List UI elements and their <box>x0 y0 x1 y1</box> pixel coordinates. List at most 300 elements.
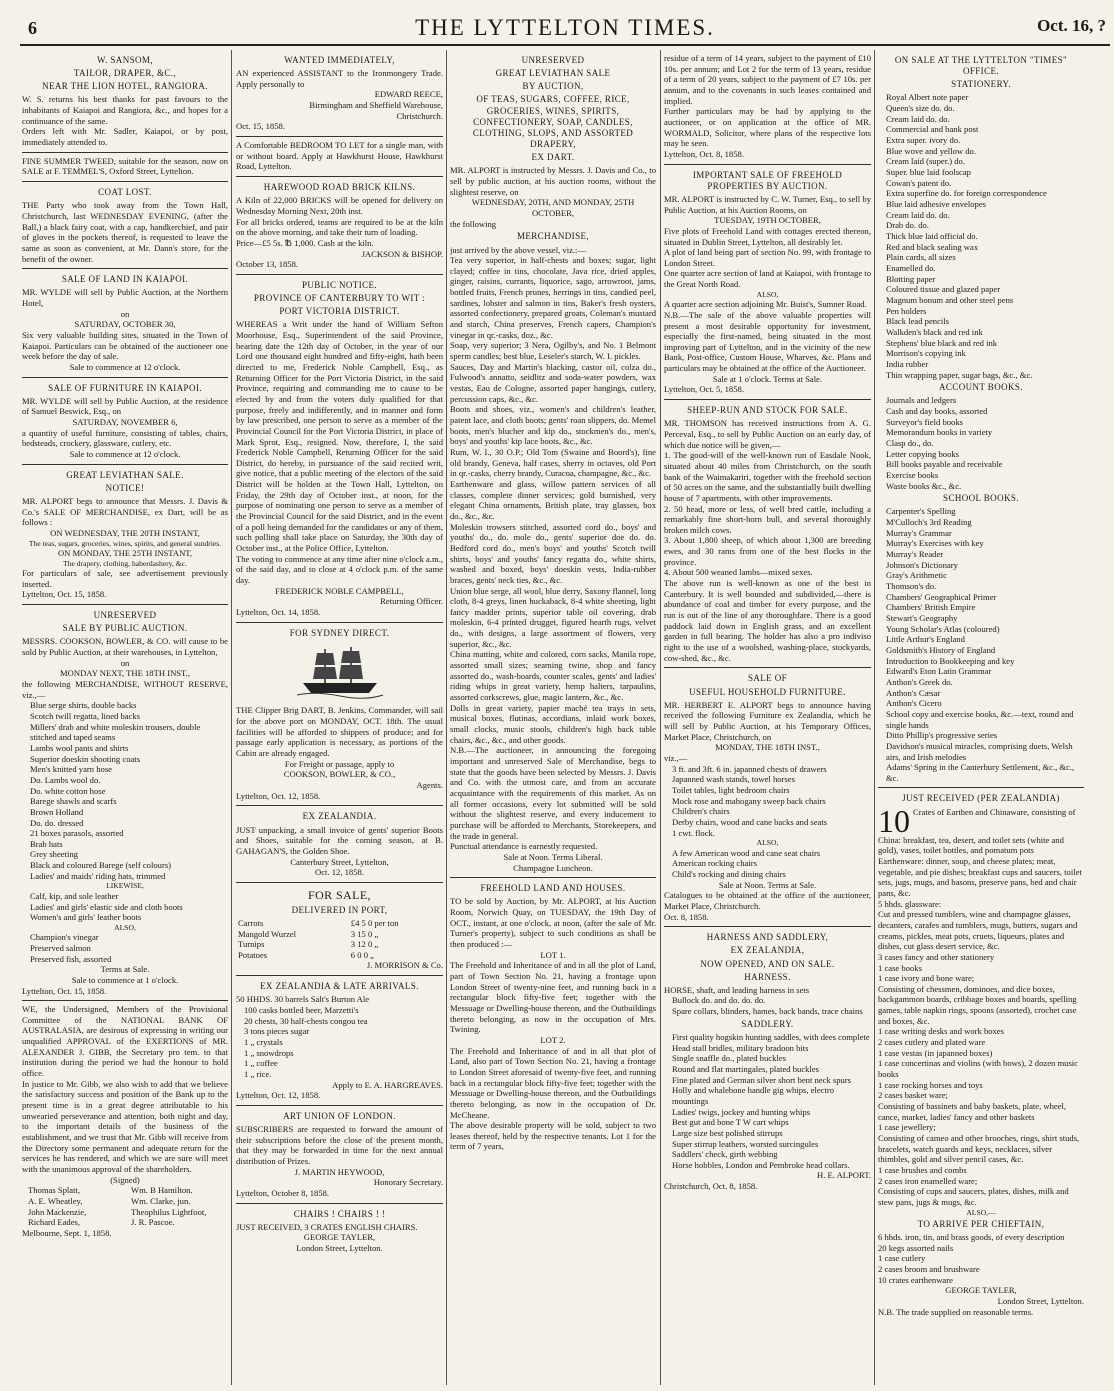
list-item: Goldsmith's History of England <box>886 644 996 655</box>
ad-sansom <box>22 50 228 153</box>
ad-heading: COAT LOST. <box>98 187 152 198</box>
list-item: Davidson's musical miracles, comprising duets, Welsh airs, and Irish melodies <box>886 740 1073 762</box>
ad-also: ALSO, <box>756 838 779 848</box>
list-item: Adams' Spring in the Canterbury Settlement, &c., &c., &c. <box>886 762 1075 783</box>
ad-name: JACKSON & BISHOP. <box>361 248 443 259</box>
list-item: Millers' drab and white moleskin trousers, double stitched and taped seams <box>30 721 201 743</box>
list-item: 5 hhds. glassware: <box>878 898 942 909</box>
ad-art-union <box>236 1106 443 1204</box>
ad-heading: SALE OF LAND IN KAIAPOI. <box>61 274 189 285</box>
ad-subheading: EX ZEALANDIA, <box>730 945 805 956</box>
list-item: 2. 50 head, more or less, of well bred cattle, including a remarkably fine short-horn bull, and several thoroughly broken milch cows. <box>664 503 871 535</box>
ad-body: THE Party who took away from the Town Hall, Christchurch, last WEDNESDAY EVENING, (after the Ball,) a black fairy coat, with a cap, handkerchief, and pair of gloves in the pockets thereof, is requested to leave the same as soon as convenient, at Mr. Dann's store, for the benefit of the owner. <box>22 200 228 264</box>
ad-heading: FOR SYDNEY DIRECT. <box>289 627 390 638</box>
ad-dateline: Oct. 15, 1858. <box>236 121 285 132</box>
list-item: 20 chests, 30 half-chests congou tea <box>244 1015 368 1026</box>
ad-on: on <box>120 308 130 319</box>
ad-body: residue of a term of 14 years, subject to the payment of £10 10s. per annum; and Lot 2 for the term of 13 years, residue of a term of 20 years, subject to the payment of £7 10s. per annum, and to the covenants in such leases contained and implied. <box>664 53 871 106</box>
ad-body: WHEREAS a Writ under the hand of William Sefton Moorhouse, Esq., Superintendent of the said Province, bearing date the 12th day of October, in the year of our Lord one thousand eight hundred and fifty-eight, hath been directed to me, Frederick Noble Campbell, Esq., as Returning Officer for the Port Victoria District, in the said Province, requiring and commanding me to cause to be elected by and from the voters duly qualified for that purpose, freely and indifferently, and in manner and form by law prescribed, one person to serve as a member of the Provincial Council for the Port Victoria District, in place of Mark Sprot, Esq., resigned. Now, therefore, I, the said Frederick Noble Campbell, Returning Officer for the said District, do hereby, in pursuance of the said recited writ, give notice, that a public meeting of the electors of the said District will be holden at the Town Hall, Lyttelton, on Friday, the 29th day of October inst., at noon, for the purpose of nominating one person to serve as a member of the Provincial Council for the said District, and in the event of a poll being demanded for the candidates or any of them, such polling shall take place on Saturday, the 30th day of October inst., at the Police Office, Lyttelton. <box>236 319 443 554</box>
list-item: Murray's Grammar <box>886 527 952 538</box>
list-item: Thin wrapping paper, sugar bags, &c., &c. <box>886 369 1033 380</box>
ad-body: Further particulars may be had by applying to the auctioneer, or on application at the office of MR. WORMALD, Solicitor, where plans of the respective lots may be seen. <box>664 106 871 149</box>
ad-date: SATURDAY, OCTOBER 30, <box>74 319 176 330</box>
list-item: Walkden's black and red ink <box>886 326 983 337</box>
list-item: Super. blue laid foolscap <box>886 167 971 178</box>
table-cell: Turnips <box>238 939 265 950</box>
list-item: 1 case cutlery <box>878 1253 926 1264</box>
ad-body: Six very valuable building sites, situated in the Town of Kaiapoi. Particulars can be obtained of the auctioneer one week before the day of sale. <box>22 329 228 362</box>
ad-name: J. MARTIN HEYWOOD, <box>294 1166 385 1177</box>
list-item: Consisting of bassinets and baby baskets, plate, wheel, cance, market, ladies' fancy and other baskets <box>878 1101 1067 1122</box>
list-item: Child's rocking and dining chairs <box>672 868 786 879</box>
list-item: Cream laid do. do. <box>886 209 950 220</box>
list-item: Calf, kip, and sole leather <box>30 890 119 901</box>
list-item: Scotch twill regatta, lined backs <box>30 710 141 721</box>
list-item: 10 crates earthenware <box>878 1274 953 1285</box>
ad-body: MR. ALPORT is instructed by C. W. Turner, Esq., to sell by Public Auction, at his Auction Rooms, on <box>664 193 871 215</box>
ad-paragraph: Sauces, Day and Martin's blacking, castor oil, colza do., Fulwood's annatto, seidlitz and soda-water powders, wax vestas, Eau de Cologne, assorted paper hangings, cutlery, percussion caps, &c., &c. <box>450 361 656 404</box>
ad-subheading: USEFUL HOUSEHOLD FURNITURE. <box>689 686 846 697</box>
column-5 <box>878 50 1084 1385</box>
ad-subheading: OF TEAS, SUGARS, COFFEE, RICE, GROCERIES, WINES, SPIRITS, CONFECTIONERY, SOAP, CANDLES, CLOTHING, SLOPS, AND ASSORTED DRAPERY, <box>472 94 634 150</box>
ad-paragraph: Soap, very superior; 3 Nera, Ogilby's, and No. 1 Belmont sperm candles; best blue, Leseler's starch, W. I. pickles. <box>450 340 656 362</box>
item-list <box>22 891 228 923</box>
item-list <box>664 995 871 1016</box>
ad-stationery <box>878 50 1084 788</box>
ad-heading: FREEHOLD LAND AND HOUSES. <box>480 883 626 894</box>
masthead <box>20 10 1110 46</box>
column-rule <box>446 50 447 1385</box>
ad-subheading: GREAT LEVIATHAN SALE <box>495 68 611 79</box>
list-item: Japanned wash stands, towel horses <box>672 774 795 785</box>
ad-body: Catalogues to be obtained at the office of the auctioneer, Market Place, Christchurch. <box>664 890 871 911</box>
ad-public-notice <box>236 275 443 623</box>
ad-name: H. E. ALPORT. <box>817 1170 871 1181</box>
ad-body: TO be sold by Auction, by Mr. ALPORT, at his Auction Room, Norwich Quay, on TUESDAY, the 19th Day of OCT., instant, at one o'clock, at noon, (after the sale of Mr. Turner's property), subject to such conditions as shall be then produced :— <box>450 896 656 949</box>
list-item: Saddlers' check, girth webbing <box>672 1149 778 1160</box>
ad-address: London Street, Lyttelton. <box>997 1296 1084 1307</box>
ad-dateline: Melbourne, Sept. 1, 1858. <box>22 1227 112 1238</box>
list-item: Cut and pressed tumblers, wine and champagne glasses, decanters, carafes and tumblers, mugs, butters, sugars and creams, pickles, meat pots, cruets, liqueurs, plates and dishes, cut glass desert service, &c. <box>878 909 1078 952</box>
list-item: 20 kegs assorted nails <box>878 1242 954 1253</box>
ad-heading: JUST RECEIVED (PER ZEALANDIA) <box>902 793 1060 804</box>
ad-heading: ON SALE AT THE LYTTELTON "TIMES" OFFICE. <box>894 55 1068 77</box>
ad-dateline: October 13, 1858. <box>236 259 299 270</box>
ad-subheading: MERCHANDISE, <box>516 231 590 242</box>
signer: Richard Eades, <box>28 1217 81 1228</box>
ad-address: Birmingham and Sheffield Warehouse, <box>309 100 443 111</box>
ad-sale: Sale at Noon. Terms Liberal. <box>503 851 603 862</box>
list-item: 1 case brushes and combs <box>878 1164 967 1175</box>
list-item: Cowan's patent do. <box>886 177 952 188</box>
ad-freehold-houses <box>450 878 656 1156</box>
ad-body: For particulars of sale, see advertisement previously inserted. <box>22 568 228 589</box>
ad-address: London Street, Lyttelton. <box>296 1243 383 1254</box>
list-item: 1 case writing desks and work boxes <box>878 1026 1005 1037</box>
ad-body: A quarter acre section adjoining Mr. Buist's, Sumner Road. <box>664 299 867 310</box>
list-item: Johnson's Dictionary <box>886 559 958 570</box>
ad-furniture-sale <box>22 378 228 465</box>
list-item: Barege shawls and scarfs <box>30 796 117 807</box>
ad-body: MR. ALPORT is instructed by Messrs. J. Davis and Co., to sell by public auction, at his auction rooms, without the slightest reserve, on <box>450 165 656 197</box>
list-item: 1 case ivory and bone ware; <box>878 973 975 984</box>
column-2 <box>236 50 443 1385</box>
ad-subheading: BY AUCTION, <box>522 81 584 92</box>
list-item: Royal Albert note paper <box>886 92 969 103</box>
list-item: First quality hogskin hunting saddles, with dees complete <box>672 1031 870 1042</box>
list-item: Murray's Reader <box>886 549 944 560</box>
ad-paragraph: Punctual attendance is earnestly requested. <box>450 841 598 852</box>
ad-body: A plot of land being part of section No. 99, with frontage to London Street. <box>664 247 871 268</box>
list-item: Anthon's Cæsar <box>886 687 941 698</box>
item-list <box>878 395 1084 491</box>
list-item: 1 „ rice. <box>244 1068 272 1079</box>
ad-unreserved-leviathan <box>450 50 656 878</box>
table-cell: Carrots <box>238 917 264 928</box>
ad-also: ALSO, <box>756 289 779 299</box>
ad-paragraph: N.B.—The auctioneer, in announcing the foregoing important and unreserved Sale of Merchandise, begs to state that the goods have been selected by Messrs. J. Davis and Co. with the utmost care, and from an accurate acquaintance with the requirements of this market. As on all former occasions, every lot submitted will be sold without the slightest reserve, and every inducement to purchase will be afforded to Merchants, Storekeepers, and the trade in general. <box>450 745 656 841</box>
list-item: Ladies' and girls' elastic side and cloth boots <box>30 901 183 912</box>
list-item: Extra superfine do. for foreign correspondence <box>886 188 1047 199</box>
list-item: Fine plated and German silver short bent neck spurs <box>672 1074 851 1085</box>
ad-body: MR. ALPORT begs to announce that Messrs. J. Davis & Co.'s SALE OF MERCHANDISE, ex Dart, will be as follows : <box>22 495 228 528</box>
list-item: Holly and whalebone handle gig whips, electro mountings <box>672 1085 835 1106</box>
list-item: A few American wood and cane seat chairs <box>672 847 821 858</box>
table-row <box>236 939 443 950</box>
list-item: Consisting of cups and saucers, plates, dishes, milk and stew pans, jugs & mugs, &c. <box>878 1186 1069 1207</box>
list-item: Brab hats <box>30 838 63 849</box>
list-item: 2 cases iron enamelled ware; <box>878 1175 978 1186</box>
ad-name: GEORGE TAYLER, <box>303 1232 376 1243</box>
list-item: Women's and girls' leather boots <box>30 912 142 923</box>
ad-sale: Sale at 1 o'clock. Terms at Sale. <box>712 373 823 384</box>
ad-dateline: Lyttelton, Oct. 12, 1858. <box>236 790 321 801</box>
item-list <box>878 835 1084 1208</box>
ad-town: Christchurch. <box>396 110 443 121</box>
ad-also: ALSO,— <box>966 1207 996 1217</box>
ad-subheading: SCHOOL BOOKS. <box>943 493 1019 504</box>
ad-date: TUESDAY, 19TH OCTOBER, <box>714 215 821 226</box>
ad-dateline: Christchurch, Oct. 8, 1858. <box>664 1181 758 1192</box>
ad-body: The Freehold and Inheritance of and in all that plot of Land, also part of Town Section No. 21, having a frontage to London Street aforesaid of twenty-five feet, and running back in a rectangular block fifty-five feet; together with the Messuage or Dwelling-house thereon, and the Outbuildings thereto belonging, as now in the occupation of Dr. McCheane. <box>450 1045 656 1120</box>
ad-harness-saddlery <box>664 927 871 1196</box>
ship-icon <box>236 643 443 702</box>
ad-sydney-ship <box>236 623 443 807</box>
signer-list <box>22 1185 228 1228</box>
list-item: Magnum bonum and other steel pens <box>886 294 1014 305</box>
ad-subheading: PROVINCE OF CANTERBURY TO WIT : <box>253 292 426 303</box>
ad-detail: The teas, sugars, groceries, wines, spirits, and general sundries. <box>28 538 222 548</box>
page-number: 6 <box>28 18 37 38</box>
list-item: 1 „ coffee <box>244 1058 278 1069</box>
newspaper-title: THE LYTTELTON TIMES. <box>415 15 715 40</box>
list-item: 1. The good-will of the well-known run of Easdale Nook, situated about 40 miles from Christchurch, on the south bank of the Waimakariri, together with the freehold section of 50 acres on the same, and the substantially built dwelling house of 7 apartments, with other improvements. <box>664 450 871 503</box>
ad-leviathan-notice <box>22 465 228 605</box>
ad-body: AN experienced ASSISTANT to the Ironmongery Trade. Apply personally to <box>236 68 443 89</box>
ad-body: The above desirable property will be sold, subject to two leases thereof, held by the respective tenants. Lot 1 for the term of 7 years, <box>450 1120 656 1152</box>
ad-apply: Apply to E. A. HARGREAVES. <box>332 1079 443 1090</box>
list-item: Exercise books <box>886 469 939 480</box>
list-item: Blue wove and yellow do. <box>886 145 976 156</box>
ad-heading: EX ZEALANDIA & LATE ARRIVALS. <box>260 981 419 992</box>
list-item: Waste books &c., &c. <box>886 480 962 491</box>
ad-title: Returning Officer. <box>380 596 443 607</box>
ad-dateline: Lyttelton, October 8, 1858. <box>236 1187 330 1198</box>
list-item: Chambers' British Empire <box>886 602 976 613</box>
list-item: Blue laid adhesive envelopes <box>886 199 986 210</box>
item-list <box>22 932 228 964</box>
ad-dateline: Oct. 12, 1858. <box>315 867 364 878</box>
ad-body: MR. HERBERT E. ALPORT begs to announce having received the following Furniture ex Zealandia, which he will sell by Public Auction, at his Temporary Offices, Market Place, Christchurch, on <box>664 699 871 742</box>
ad-heading: SALE OF <box>747 673 788 684</box>
list-item: 1 „ snowdrops <box>244 1047 294 1058</box>
list-item: 6 hhds. iron, tin, and brass goods, of every description <box>878 1232 1065 1243</box>
list-item: Preserved fish, assorted <box>30 953 112 964</box>
list-item: Clasp do., do. <box>886 437 934 448</box>
item-list <box>878 92 1084 380</box>
list-item: Men's knitted yarn hose <box>30 764 112 775</box>
list-item: Do. do. dressed <box>30 817 84 828</box>
list-item: Young Scholar's Atlas (coloured) <box>886 623 1000 634</box>
ad-for-sale-produce <box>236 883 443 976</box>
list-item: Coloured tissue and glazed paper <box>886 284 1001 295</box>
signer: Wm. Clarke, jun. <box>131 1195 191 1206</box>
signer: Wm. B Hamilton. <box>131 1185 193 1196</box>
ad-land-sale <box>22 269 228 377</box>
column-4 <box>664 50 871 1385</box>
list-item: 2 cases basket ware; <box>878 1090 948 1101</box>
ad-name: COOKSON, BOWLER, & CO., <box>283 769 396 780</box>
table-cell: Potatoes <box>238 949 268 960</box>
ad-sheep-run <box>664 400 871 668</box>
ad-lot: LOT 2. <box>540 1034 566 1045</box>
ad-body: HORSE, shaft, and leading harness in sets <box>664 984 810 995</box>
ad-date: MONDAY NEXT, THE 18TH INST., <box>60 668 190 679</box>
list-item: Round and flat martingales, plated buckles <box>672 1063 820 1074</box>
ad-lot: LOT 1. <box>540 949 566 960</box>
list-item: Morrison's copying ink <box>886 348 966 359</box>
list-item: Anthon's Cicero <box>886 698 942 709</box>
ad-body: For all bricks ordered, teams are required to be at the kiln on the above morning, and take their turn of loading. <box>236 216 443 238</box>
ad-heading: UNRESERVED <box>93 610 157 621</box>
list-item: 100 casks bottled beer, Marzetti's <box>244 1004 359 1015</box>
ad-date: WEDNESDAY, 20TH, AND MONDAY, 25TH OCTOBER, <box>471 197 635 219</box>
ad-household-furniture <box>664 668 871 927</box>
ad-body: The above run is well-known as one of the best in Canterbury. It is well bounded and subdivided,—there is abundance of coal and timber for every purpose, and the run is out of the line of any thoroughfare. There is a good paddock laid down in English grass, and an excellent garden in full bearing. The holder has also a pro indiviso right to the use of a woolshed, washing-place, stockyards, cow-shed, &c., &c. <box>664 578 871 663</box>
ad-heading: EX ZEALANDIA. <box>302 811 377 822</box>
table-row <box>236 929 443 940</box>
table-row <box>236 950 443 961</box>
list-item: 3 tons pieces sugar <box>244 1026 310 1037</box>
list-item: Red and black sealing wax <box>886 241 979 252</box>
ad-arrived: just arrived by the above vessel, viz.:— <box>450 244 587 255</box>
item-list <box>664 848 871 880</box>
ad-paragraph: Rum, W. I., 30 O.P.; Old Tom (Swaine and Boord's), fine old brandy, Geneva, half cases, sherry in octaves, old Port in qr.-casks, cherry brandy, Curacoa, champagne, &c., &c. <box>450 446 656 479</box>
ad-body: Orders left with Mr. Sadler, Kaiapoi, or by post, immediately attended to. <box>22 126 228 148</box>
ad-name: EDWARD REECE, <box>374 89 443 100</box>
list-item: Super stirrup leathers, worsted surcingules <box>672 1138 819 1149</box>
list-item: 1 case books <box>878 962 922 973</box>
column-rule <box>874 50 875 1385</box>
ad-date: MONDAY, THE 18TH INST., <box>715 742 820 753</box>
ad-heading: WANTED IMMEDIATELY, <box>284 55 395 65</box>
ad-body: One quarter acre section of land at Kaiapoi, with frontage to the Great North Road. <box>664 268 871 290</box>
list-item: Children's chairs <box>672 806 730 817</box>
ad-body: THE Clipper Brig DART, B. Jenkins, Commander, will sail for the above port on MONDAY, OCT. 18th. The usual facilities will be afforded to shippers of produce; and for passage early application is necessary, as portions of the Cabin are already engaged. <box>236 705 443 759</box>
ad-name: FREDERICK NOBLE CAMPBELL, <box>275 585 404 596</box>
ad-subheading: EX DART. <box>531 152 575 163</box>
ad-likewise: LIKEWISE, <box>106 881 144 891</box>
ad-paragraph: Boots and shoes, viz., women's and children's leather, patent lace, and cloth boots; gents' roan slippers, do. Memel boots, men's blucher and kip do., stockmen's do., men's, boys' and youths' kip lace boots, &c., &c. <box>450 404 656 447</box>
list-item: Earthenware: dinner, soup, and cheese plates; meat, vegetable, and pie dishes; breakfast cups and saucers, toilet sets, jugs, mugs, and basons, preserve pans, bed and chair pans, &c. <box>878 855 1082 898</box>
ad-title: Honorary Secretary. <box>373 1177 443 1188</box>
ad-subheading: STATIONERY. <box>951 79 1011 90</box>
signer: John Mackenzie, <box>28 1206 87 1217</box>
list-item: Ditto Phillip's progressive series <box>886 730 998 741</box>
ad-body: 50 HHDS. 30 barrels Salt's Burton Ale <box>236 994 370 1005</box>
ad-dateline: Lyttelton, Oct. 12, 1858. <box>236 1090 321 1101</box>
ad-detail: The drapery, clothing, haberdashery, &c. <box>63 558 187 568</box>
price-table <box>236 918 443 961</box>
ad-coat-lost <box>22 182 228 269</box>
list-item: Surveyor's field books <box>886 416 963 427</box>
ad-date: ON WEDNESDAY, THE 20TH INSTANT, <box>50 527 200 538</box>
ad-subheading: NOW OPENED, AND ON SALE. <box>700 958 835 969</box>
list-item: 1 „ crystals <box>244 1036 283 1047</box>
list-item: 2 cases cutlery and plated ware <box>878 1037 986 1048</box>
list-item: Do. Lambs wool do. <box>30 774 101 785</box>
ad-on: on <box>120 657 130 668</box>
ad-subheading: TO ARRIVE PER CHIEFTAIN, <box>917 1219 1045 1229</box>
signer: J. R. Pascoe. <box>131 1217 175 1228</box>
issue-date: Oct. 16, ? <box>1037 16 1106 35</box>
ad-viz: viz.,— <box>664 752 688 763</box>
table-row <box>236 918 443 929</box>
list-item: 1 case vestas (in japanned boxes) <box>878 1047 993 1058</box>
list-item: Letter copying books <box>886 448 960 459</box>
ad-subheading: PORT VICTORIA DISTRICT. <box>279 306 400 317</box>
ad-heading: FOR SALE, <box>308 887 371 902</box>
ad-body: In justice to Mr. Gibb, we also wish to add that we believe the satisfactory success and position of the Bank up to the present time is in a great degree attributable to his unwearied perseverance and attention, both night and day, to the important details of the business of the establishment, and we trust that Mr. Gibb will receive from the Directory some permanent and adequate return for the services he has rendered, and which we are sure will meet with the unanimous approval of the shareholders. <box>22 1078 228 1174</box>
ad-cookson-auction <box>22 605 228 1001</box>
list-item: Cream laid (super.) do. <box>886 156 965 167</box>
list-item: 3. About 1,800 sheep, of which about 1,300 are breeding ewes, and 30 rams from one of the best flocks in the province. <box>664 535 871 567</box>
list-item: Consisting of chessmen, dominoes, and dice boxes, backgammon boards, cribbage boxes and boards, spelling games, table napkin rings, spoons (assorted), crochet case and boxes, &c. <box>878 983 1077 1026</box>
ad-big-number: 10 <box>878 802 910 839</box>
column-1 <box>22 50 228 1385</box>
ad-subheading: HARNESS. <box>744 971 791 982</box>
list-item: Murray's Exercises with key <box>886 538 984 549</box>
list-item: School copy and exercise books, &c.—text, round and single hands <box>886 708 1074 730</box>
table-cell: 3 12 0 „ <box>350 939 379 950</box>
ad-time: Sale to commence at 1 o'clock. <box>71 974 179 985</box>
ad-subheading: NEAR THE LION HOTEL, RANGIORA. <box>42 81 208 92</box>
ad-dateline: Lyttelton, Oct. 15, 1858. <box>22 985 107 996</box>
list-item: Drab do. do. <box>886 220 929 231</box>
list-item: Bill books payable and receivable <box>886 459 1003 470</box>
list-item: Little Arthur's England <box>886 634 965 645</box>
list-item: Journals and ledgers <box>886 395 957 406</box>
list-item: Commercial and bank post <box>886 124 979 135</box>
ad-body: JUST RECEIVED, 3 CRATES ENGLISH CHAIRS. <box>236 1221 418 1232</box>
ad-body: The voting to commence at any time after nine o'clock a.m., of the said day, and to close at 4 o'clock p.m. of the same day. <box>236 553 443 586</box>
ad-subheading: SADDLERY. <box>741 1018 794 1029</box>
list-item: 2 cases broom and brushware <box>878 1264 980 1275</box>
ad-also: ALSO, <box>114 922 136 932</box>
list-item: 3 ft. and 3ft. 6 in. japanned chests of drawers <box>672 763 827 774</box>
ad-subheading: ACCOUNT BOOKS. <box>939 382 1023 393</box>
list-item: Thomson's do. <box>886 581 937 591</box>
ad-body: MR. THOMSON has received instructions from A. G. Perceval, Esq., to sell by Public Auction on an early day, of which due notice will be given,— <box>664 418 871 450</box>
list-item: Ladies' and maids' riding hats, trimmed <box>30 870 166 881</box>
ad-body: FINE SUMMER TWEED, suitable for the season, now on SALE at F. TEMMEL'S, Oxford Street, Lyttelton. <box>22 155 228 177</box>
ad-lunch: Champagne Luncheon. <box>513 862 593 873</box>
list-item: 1 case jewellery; <box>878 1122 936 1133</box>
table-cell: 3 15 0 „ <box>350 928 379 939</box>
ad-dateline: Lyttelton, Oct. 14, 1858. <box>236 607 321 617</box>
ad-body: MR. WYLDE will sell by Public Auction, at the Northern Hotel, <box>22 287 228 308</box>
list-item: India rubber <box>886 358 929 369</box>
list-item: Black lead pencils <box>886 316 949 327</box>
list-item: Cash and day books, assorted <box>886 406 988 416</box>
ad-heading: PUBLIC NOTICE. <box>301 279 378 290</box>
signer: A. E. Wheatley, <box>28 1195 83 1206</box>
column-rule <box>660 50 661 1385</box>
list-item: M'Culloch's 3rd Reading <box>886 517 972 528</box>
list-item: Thick blue laid official do. <box>886 231 978 241</box>
list-item: 1 case concertinas and violins (with bows), 2 dozen music books <box>878 1058 1078 1080</box>
ad-body: W. S. returns his best thanks for past favours to the inhabitants of Kaiapoi and Rangiora, &c., and hopes for a continuance of the same. <box>22 94 228 126</box>
list-item: 21 boxes parasols, assorted <box>30 828 124 839</box>
list-item: Bullock do. and do. do. do. <box>672 995 766 1006</box>
ad-freehold-continued <box>664 50 871 165</box>
ad-body: WE, the Undersigned, Members of the Provisional Committee of the NATIONAL BANK OF AUSTRALASIA, are desirous of expressing in writing our unqualified APPROVAL of the EXERTIONS of MR. ALEXANDER J. GIBB, the Secretary pro tem. to that institution during the period we had the honour to hold office. <box>22 1004 228 1079</box>
column-3 <box>450 50 656 1385</box>
list-item: Black and coloured Barege (self colours) <box>30 860 172 871</box>
list-item: China: breakfast, tea, desert, and toilet sets (white and gold), vases, toilet bottles, and pomatum pots <box>878 834 1064 856</box>
ad-heading: UNRESERVED <box>521 55 585 65</box>
ad-bedroom <box>236 137 443 177</box>
ad-dateline: Oct. 8, 1858. <box>664 911 709 922</box>
ad-subheading: NOTICE! <box>105 482 145 493</box>
list-item: Carpenter's Spelling <box>886 506 956 517</box>
list-item: Extra super. ivory do. <box>886 135 961 146</box>
list-item: Brown Holland <box>30 806 84 817</box>
table-cell: £4 5 0 per ton <box>350 917 399 928</box>
list-item: Edward's Eton Latin Grammar <box>886 666 992 677</box>
item-list <box>236 1005 443 1080</box>
ad-body: JUST unpacking, a small invoice of gents' superior Boots and Shoes, suitable for the coming season, at B. GAHAGAN'S, the Golden Shoe. <box>236 824 443 856</box>
ad-date: ON MONDAY, THE 25TH INSTANT, <box>57 548 193 558</box>
item-list <box>664 1032 871 1171</box>
ad-dateline: Lyttelton, Oct. 5, 1858. <box>664 384 744 395</box>
ad-paragraph: Tea very superior, in half-chests and boxes; sugar, light clayed; coffee in tins, chocolate, Java rice, dried apples, ginger, raisins, currants, liquorice, sago, arrowroot, jams, bottled fruits, French prunes, herrings in tins, candied peel, sardines, lobster and salmon in tins, Baker's fresh oysters, assorted confectionery, prepared groats, Coleman's mustard and starch, China preserves, French capers, Champion's vinegar in qr.-casks, doz., &c. <box>450 255 656 340</box>
list-item: Ladies' twigs, jockey and hunting whips <box>672 1106 811 1117</box>
ad-paragraph: Union blue serge, all wool, blue derry, Saxony flannel, long cloth, 8-4 greys, linen huckaback, 8-4 white sheeting, light fancy madder prints, superior table oil covering, drab moleskin, 6-4 printed drugget, figured hearth rugs, velvet do., with designs, a large assortment of flowers, very superior, &c., &c. <box>450 585 656 649</box>
list-item: Blue serge shirts, double backs <box>30 700 137 711</box>
ad-heading: CHAIRS ! CHAIRS ! ! <box>293 1208 386 1219</box>
ad-subheading: DELIVERED IN PORT, <box>291 904 388 915</box>
ad-body: the following MERCHANDISE, WITHOUT RESERVE, viz.,— <box>22 678 228 700</box>
ad-earthenware-crates <box>878 788 1084 1321</box>
column-rule <box>231 50 232 1385</box>
ad-heading: IMPORTANT SALE OF FREEHOLD PROPERTIES BY AUCTION. <box>692 169 843 191</box>
ad-subheading: TAILOR, DRAPER, &C., <box>73 68 177 79</box>
ad-important-sale <box>664 165 871 401</box>
ad-body: The Freehold and Inheritance of and in all the plot of Land, part of Town Section No. 21, having a frontage upon London Street of twenty-nine feet, and running back in a rectangular block fifty-five feet; together with the Messuage or Dwelling-house thereon, and the Outbuildings thereto belonging, as now in the occupation of Mrs. Twining. <box>450 960 656 1035</box>
list-item: 1 cwt. flock. <box>672 827 715 838</box>
list-item: Cream laid do. do. <box>886 113 950 124</box>
